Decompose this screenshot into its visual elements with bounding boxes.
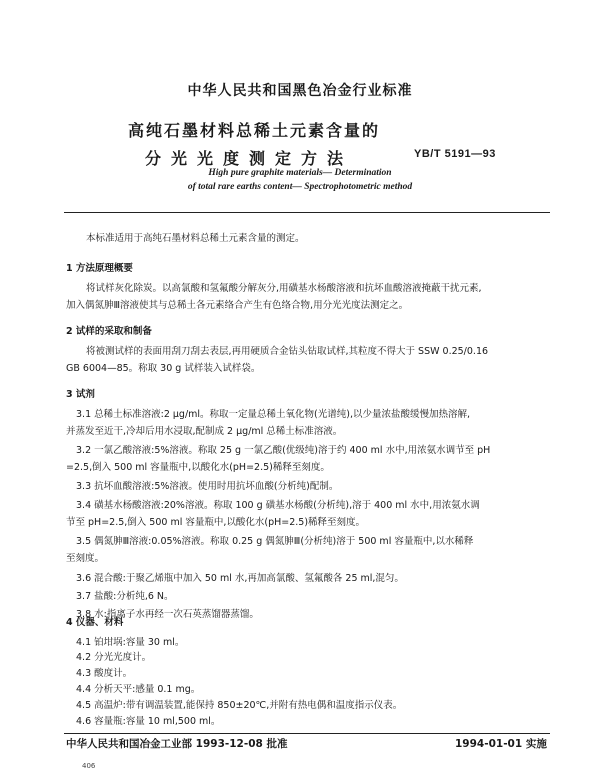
instrument-4-2: 4.2 分光光度计。 [76,652,152,663]
header-divider [64,212,550,213]
approval-note: 中华人民共和国冶金工业部 1993-12-08 批准 [66,738,288,750]
reagent-3-5-line-1: 3.5 偶氮胂Ⅲ溶液:0.05%溶液。称取 0.25 g 偶氮胂Ⅲ(分析纯)溶于 500 ml 容量瓶中,以水稀释 [76,536,474,547]
scope-paragraph: 本标准适用于高纯石墨材料总稀土元素含量的测定。 [86,233,305,244]
reagent-3-7: 3.7 盐酸:分析纯,6 N。 [76,591,174,602]
reagent-3-1-line-2: 并蒸发至近干,冷却后用水浸取,配制成 2 μg/ml 总稀土标准溶液。 [66,426,343,437]
english-title-line-1: High pure graphite materials— Determination [208,168,392,178]
reagent-3-6: 3.6 混合酸:于聚乙烯瓶中加入 50 ml 水,再加高氯酸、氢氟酸各 25 ml,混匀。 [76,573,404,584]
section-3-heading: 3 试剂 [66,389,95,400]
title-line-1: 高纯石墨材料总稀土元素含量的 [128,121,381,140]
reagent-3-2-line-2: =2.5,倒入 500 ml 容量瓶中,以酸化水(pH=2.5)稀释至刻度。 [66,462,330,473]
english-title-line-2: of total rare earths content— Spectrophotometric method [187,182,413,192]
page-number: 406 [82,762,96,770]
footer-divider [64,733,550,734]
standard-code: YB/T 5191—93 [414,148,496,160]
section-1-line-1: 将试样灰化除炭。以高氯酸和氢氟酸分解灰分,用磺基水杨酸溶液和抗坏血酸溶液掩蔽干扰元素, [86,283,482,294]
reagent-3-3: 3.3 抗坏血酸溶液:5%溶液。使用时用抗坏血酸(分析纯)配制。 [76,481,339,492]
reagent-3-4-line-1: 3.4 磺基水杨酸溶液:20%溶液。称取 100 g 磺基水杨酸(分析纯),溶于 400 ml 水中,用浓氨水调 [76,500,480,511]
section-2-line-2: GB 6004—85。称取 30 g 试样装入试样袋。 [66,363,261,374]
reagent-3-1-line-1: 3.1 总稀土标准溶液:2 μg/ml。称取一定量总稀土氧化物(光谱纯),以少量浓盐酸缓慢加热溶解, [76,409,471,420]
effective-date: 1994-01-01 实施 [455,738,547,750]
reagent-3-5-line-2: 至刻度。 [66,553,105,564]
reagent-3-8: 3.8 水:指离子水再经一次石英蒸馏器蒸馏。 [76,609,259,620]
section-1-heading: 1 方法原理概要 [66,263,133,274]
section-2-heading: 2 试样的采取和制备 [66,326,152,337]
instrument-4-5: 4.5 高温炉:带有调温装置,能保持 850±20℃,并附有热电偶和温度指示仪表。 [76,700,403,711]
instrument-4-6: 4.6 容量瓶:容量 10 ml,500 ml。 [76,716,221,727]
section-1-line-2: 加入偶氮胂Ⅲ溶液使其与总稀土各元素络合产生有色络合物,用分光光度法测定之。 [66,300,409,311]
standard-org-header: 中华人民共和国黑色冶金行业标准 [187,83,413,99]
section-2-line-1: 将被测试样的表面用刮刀刮去表层,再用硬质合金钻头钻取试样,其粒度不得大于 SSW 0.25/0.16 [86,346,489,357]
title-line-2: 分光光度测定方法 [145,149,354,168]
reagent-3-4-line-2: 节至 pH=2.5,倒入 500 ml 容量瓶中,以酸化水(pH=2.5)稀释至刻度。 [66,517,366,528]
section-4-heading: 4 仪器、材料 [66,617,124,628]
reagent-3-2-line-1: 3.2 一氯乙酸溶液:5%溶液。称取 25 g 一氯乙酸(优级纯)溶于约 400 ml 水中,用浓氨水调节至 pH [76,445,491,456]
instrument-4-3: 4.3 酸度计。 [76,668,133,679]
instrument-4-4: 4.4 分析天平:感量 0.1 mg。 [76,684,201,695]
instrument-4-1: 4.1 铂坩埚:容量 30 ml。 [76,637,185,648]
